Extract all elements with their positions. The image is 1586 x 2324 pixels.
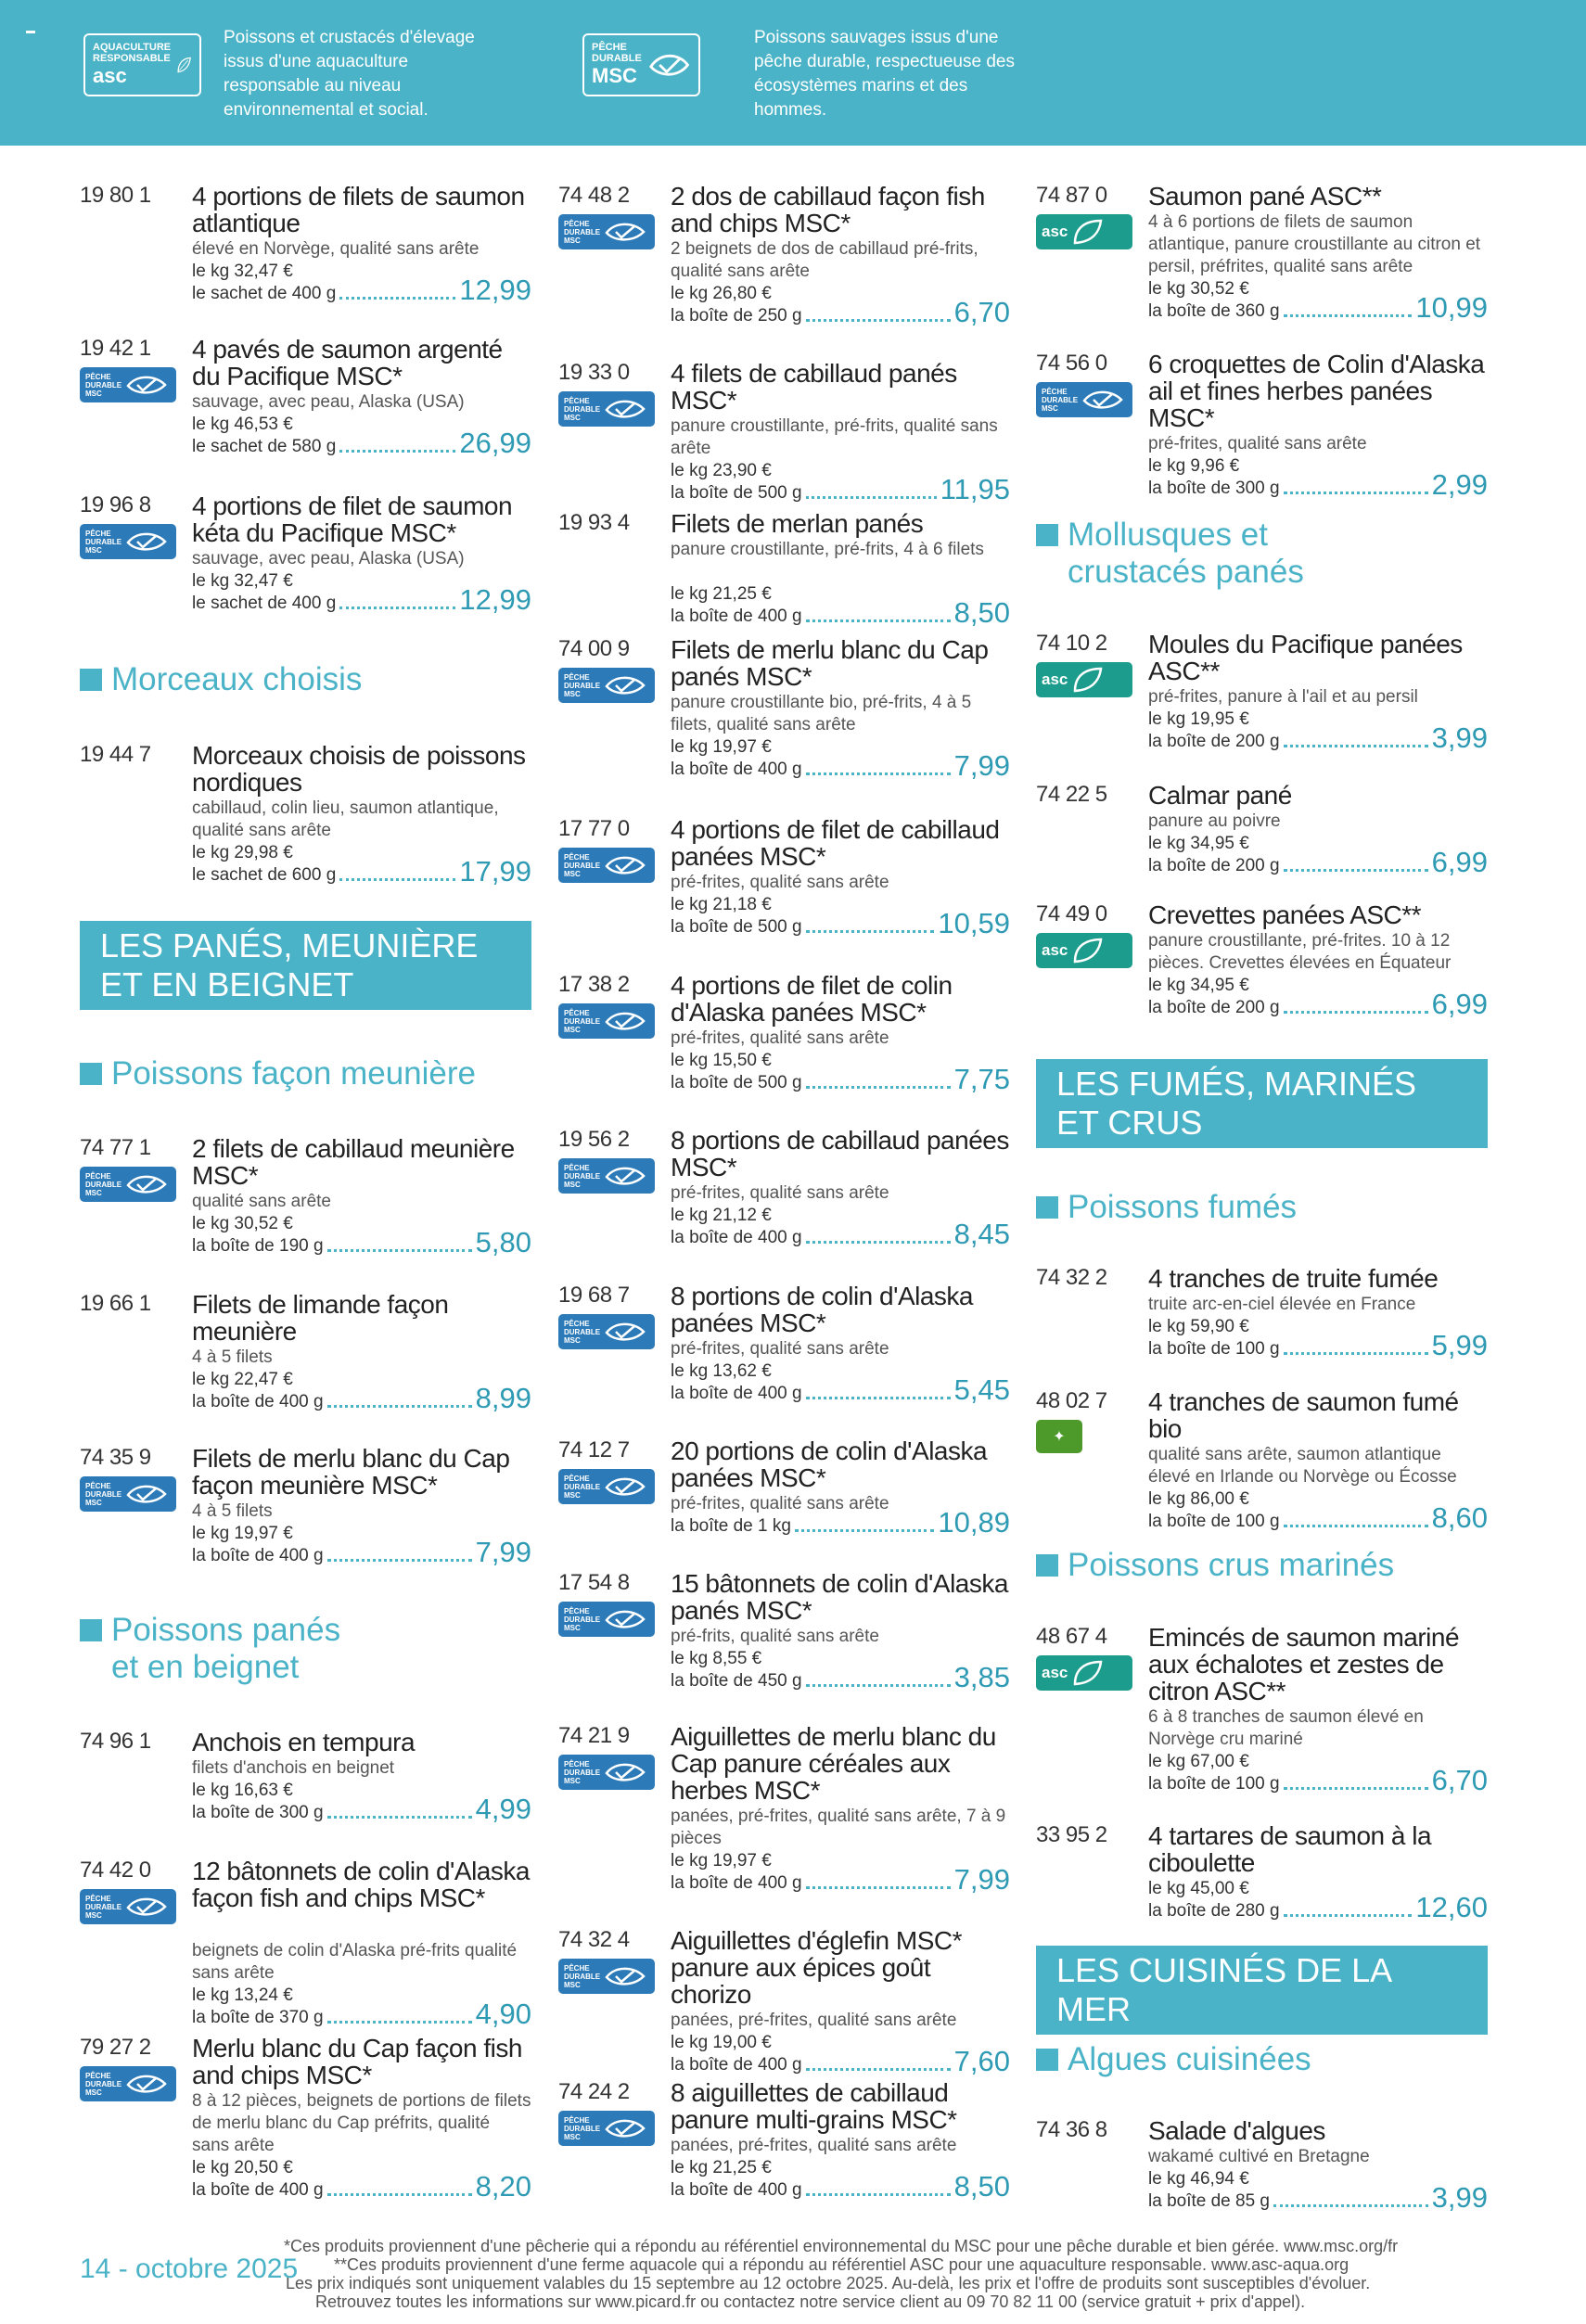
price-row	[192, 1791, 531, 1824]
asc-leaf-icon	[1071, 937, 1105, 964]
msc-badge: PÊCHE DURABLE MSC	[1036, 382, 1132, 417]
pack-size: la boîte de 400 g	[192, 1392, 324, 1411]
product-code: 74 49 0	[1036, 901, 1107, 926]
product-name: 8 portions de cabillaud panées MSC*	[671, 1126, 1009, 1181]
product-name: 2 filets de cabillaud meunière MSC*	[192, 1134, 515, 1190]
price-per-kg: le kg 32,47 €	[192, 262, 293, 281]
price-per-kg: le kg 19,95 €	[1148, 709, 1249, 729]
fish-tick-icon	[604, 397, 646, 421]
pack-size: la boîte de 100 g	[1148, 1512, 1280, 1531]
product-code: 17 54 8	[558, 1570, 630, 1595]
product-description: pré-frites, qualité sans arête	[671, 1494, 889, 1513]
product-description: pré-frites, qualité sans arête	[1148, 434, 1367, 453]
product-code: 19 93 4	[558, 510, 630, 535]
msc-badge: PÊCHE DURABLE MSC	[558, 668, 655, 703]
price-row	[671, 1216, 1010, 1249]
pack-size: la boîte de 100 g	[1148, 1774, 1280, 1794]
product-name: 4 filets de cabillaud panés MSC*	[671, 359, 957, 415]
price: 4,90	[475, 1998, 531, 2030]
pack-size: la boîte de 300 g	[192, 1803, 324, 1822]
price-per-kg: le kg 67,00 €	[1148, 1752, 1249, 1771]
price: 12,99	[459, 274, 531, 306]
section-subtitle: Morceaux choisis	[80, 661, 362, 698]
product-code: 19 66 1	[80, 1291, 151, 1316]
price-row	[671, 1861, 1010, 1895]
product-name: Saumon pané ASC**	[1148, 182, 1382, 211]
product-code: 19 33 0	[558, 360, 630, 385]
msc-badge: PÊCHE DURABLE MSC	[558, 1959, 655, 1994]
price: 8,45	[953, 1218, 1010, 1250]
price-per-kg: le kg 19,97 €	[671, 737, 772, 757]
product-name: 4 portions de filets de saumon atlantique	[192, 182, 525, 237]
price-row	[671, 1504, 1010, 1538]
section-subtitle: Mollusques et crustacés panés	[1036, 517, 1314, 591]
fish-tick-icon	[125, 1482, 168, 1506]
product-description: panées, pré-frites, qualité sans arête	[671, 2011, 957, 2030]
price-per-kg: le kg 20,50 €	[192, 2158, 293, 2177]
product-name: Aiguillettes d'églefin MSC* panure aux épices goût chorizo	[671, 1926, 963, 2009]
price-row	[1148, 720, 1488, 753]
price-per-kg: le kg 21,18 €	[671, 895, 772, 914]
product-name: 4 tartares de saumon à la ciboulette	[1148, 1821, 1432, 1877]
pack-size: la boîte de 280 g	[1148, 1901, 1280, 1921]
section-band: LES PANÉS, MEUNIÈRE ET EN BEIGNET	[80, 921, 531, 1010]
asc-badge: asc	[1036, 1655, 1132, 1691]
product-code: 74 32 4	[558, 1927, 630, 1952]
price: 10,59	[938, 907, 1010, 939]
product-name: 4 portions de filet de cabillaud panées MSC*	[671, 815, 1000, 871]
price: 7,99	[953, 1863, 1010, 1896]
product-description: 2 beignets de dos de cabillaud pré-frits, qualité sans arête	[671, 239, 978, 281]
page-header	[0, 0, 1586, 146]
price: 12,60	[1415, 1891, 1488, 1923]
price: 6,70	[953, 296, 1010, 328]
price: 10,99	[1415, 291, 1488, 324]
product-code: 74 12 7	[558, 1437, 630, 1462]
product-name: 4 portions de filet de saumon kéta du Pacifique MSC*	[192, 492, 513, 547]
product-code: 74 77 1	[80, 1135, 151, 1160]
msc-badge: PÊCHE DURABLE MSC	[558, 1602, 655, 1637]
product-name: Calmar pané	[1148, 781, 1292, 810]
price-per-kg: le kg 59,90 €	[1148, 1317, 1249, 1336]
product-name: Filets de merlu blanc du Cap façon meunière MSC*	[192, 1444, 510, 1500]
price-row	[192, 272, 531, 305]
price-per-kg: le kg 30,52 €	[192, 1214, 293, 1233]
product-description: pré-frites, qualité sans arête	[671, 873, 889, 892]
price-row	[192, 581, 531, 615]
product-name: 2 dos de cabillaud façon fish and chips MSC*	[671, 182, 985, 237]
fish-tick-icon	[1081, 388, 1124, 412]
price-row	[192, 425, 531, 458]
fish-tick-icon	[125, 1172, 168, 1196]
pack-size: la boîte de 200 g	[1148, 998, 1280, 1017]
pack-size: la boîte de 400 g	[671, 1873, 802, 1893]
price-row	[192, 1534, 531, 1567]
pack-size: la boîte de 400 g	[671, 1228, 802, 1247]
price-per-kg: le kg 34,95 €	[1148, 834, 1249, 853]
product-code: 74 48 2	[558, 183, 630, 208]
pack-size: la boîte de 85 g	[1148, 2191, 1270, 2211]
price-per-kg: le kg 86,00 €	[1148, 1489, 1249, 1509]
asc-badge: asc	[1036, 662, 1132, 697]
product-code: 19 96 8	[80, 492, 151, 517]
product-name: 8 aiguillettes de cabillaud panure multi-grains MSC*	[671, 2078, 957, 2134]
price-row	[1148, 466, 1488, 500]
pack-size: la boîte de 190 g	[192, 1236, 324, 1256]
product-description: sauvage, avec peau, Alaska (USA)	[192, 392, 465, 412]
product-description: 4 à 5 filets	[192, 1501, 273, 1521]
fish-tick-icon	[604, 1164, 646, 1188]
fish-tick-icon	[604, 1607, 646, 1631]
msc-badge: PÊCHE DURABLE MSC	[80, 2066, 176, 2101]
msc-badge: PÊCHE DURABLE MSC	[80, 1476, 176, 1512]
price-row	[671, 1372, 1010, 1405]
asc-logo: AQUACULTURE RESPONSABLE asc	[83, 33, 201, 96]
product-description: pré-frites, qualité sans arête	[671, 1183, 889, 1203]
price-row	[671, 294, 1010, 327]
pack-size: la boîte de 500 g	[671, 483, 802, 503]
price-per-kg: le kg 21,25 €	[671, 2158, 772, 2177]
product-description: élevé en Norvège, qualité sans arête	[192, 239, 480, 259]
flag-icon: ▬	[26, 26, 35, 36]
price: 8,60	[1431, 1501, 1488, 1534]
pack-size: la boîte de 450 g	[671, 1671, 802, 1691]
asc-description: Poissons et crustacés d'élevage issus d'une aquaculture responsable au niveau environnemental et social.	[224, 28, 475, 120]
footnote-asc: **Ces produits proviennent d'une ferme aquacole qui a répondu au référentiel ASC pour une aquaculture responsable. www.asc-aqua.org	[334, 2255, 1349, 2274]
product-description: qualité sans arête, saumon atlantique élevé en Irlande ou Norvège ou Écosse	[1148, 1445, 1457, 1487]
price-row	[1148, 1762, 1488, 1795]
product-code: 48 02 7	[1036, 1388, 1107, 1413]
product-description: 4 à 5 filets	[192, 1347, 273, 1367]
price-row	[1148, 844, 1488, 877]
pack-size: le sachet de 600 g	[192, 865, 337, 885]
price: 5,45	[953, 1373, 1010, 1406]
section-band: LES FUMÉS, MARINÉS ET CRUS	[1036, 1059, 1488, 1148]
price-per-kg: le kg 30,52 €	[1148, 279, 1249, 299]
product-name: 8 portions de colin d'Alaska panées MSC*	[671, 1282, 973, 1337]
msc-badge: PÊCHE DURABLE MSC	[558, 214, 655, 249]
price-per-kg: le kg 29,98 €	[192, 843, 293, 862]
asc-badge: asc	[1036, 214, 1132, 249]
pack-size: la boîte de 360 g	[1148, 301, 1280, 321]
product-name: Morceaux choisis de poissons nordiques	[192, 741, 526, 797]
price-per-kg: le kg 9,96 €	[1148, 456, 1240, 476]
price-row	[671, 2043, 1010, 2076]
product-code: 74 36 8	[1036, 2117, 1107, 2142]
product-code: 74 00 9	[558, 636, 630, 661]
product-description: panure croustillante, pré-frits, qualité sans arête	[671, 416, 998, 458]
price: 3,99	[1431, 721, 1488, 754]
eu-organic-badge: ✦	[1036, 1420, 1082, 1453]
price-per-kg: le kg 46,53 €	[192, 415, 293, 434]
product-code: 17 38 2	[558, 972, 630, 997]
price-per-kg: le kg 15,50 €	[671, 1051, 772, 1070]
product-code: 19 56 2	[558, 1127, 630, 1152]
price: 8,50	[953, 2170, 1010, 2203]
asc-leaf-icon	[176, 45, 192, 85]
price-row	[1148, 1889, 1488, 1922]
product-code: 74 22 5	[1036, 782, 1107, 807]
fish-tick-icon	[604, 673, 646, 697]
price: 17,99	[459, 855, 531, 887]
product-code: 19 68 7	[558, 1283, 630, 1308]
product-description: 8 à 12 pièces, beignets de portions de filets de merlu blanc du Cap préfrits, qualité sans arête	[192, 2091, 531, 2155]
price-row	[671, 2168, 1010, 2202]
product-description: pré-frites, qualité sans arête	[671, 1028, 889, 1048]
msc-description: Poissons sauvages issus d'une pêche durable, respectueuse des écosystèmes marins et des hommes.	[754, 28, 1015, 120]
section-subtitle: Poissons façon meunière	[80, 1055, 476, 1092]
pack-size: la boîte de 400 g	[671, 2055, 802, 2075]
price-per-kg: le kg 45,00 €	[1148, 1879, 1249, 1898]
product-name: Emincés de saumon mariné aux échalotes et zestes de citron ASC**	[1148, 1623, 1460, 1705]
fish-tick-icon	[125, 530, 168, 554]
product-code: 33 95 2	[1036, 1822, 1107, 1847]
price: 4,99	[475, 1793, 531, 1825]
msc-badge: PÊCHE DURABLE MSC	[558, 1003, 655, 1039]
price-per-kg: le kg 32,47 €	[192, 571, 293, 591]
price-per-kg: le kg 46,94 €	[1148, 2169, 1249, 2189]
price: 7,75	[953, 1063, 1010, 1095]
product-description: pré-frites, qualité sans arête	[671, 1339, 889, 1359]
product-name: 4 pavés de saumon argenté du Pacifique MSC*	[192, 335, 503, 390]
product-name: Anchois en tempura	[192, 1728, 416, 1756]
product-description: 4 à 6 portions de filets de saumon atlantique, panure croustillante au citron et persil, préfrites, qualité sans arête	[1148, 212, 1481, 276]
msc-badge: PÊCHE DURABLE MSC	[80, 524, 176, 559]
price-row	[192, 1224, 531, 1258]
pack-size: la boîte de 250 g	[671, 306, 802, 326]
fish-tick-icon	[604, 220, 646, 244]
product-description: wakamé cultivé en Bretagne	[1148, 2147, 1370, 2166]
product-description: panure croustillante bio, pré-frits, 4 à 5 filets, qualité sans arête	[671, 693, 972, 734]
section-subtitle: Poissons fumés	[1036, 1189, 1297, 1226]
msc-badge: PÊCHE DURABLE MSC	[558, 1314, 655, 1349]
msc-badge: PÊCHE DURABLE MSC	[558, 1755, 655, 1790]
pack-size: la boîte de 400 g	[671, 607, 802, 626]
pack-size: la boîte de 200 g	[1148, 732, 1280, 751]
price-row	[1148, 289, 1488, 323]
price-per-kg: le kg 21,12 €	[671, 1206, 772, 1225]
pack-size: la boîte de 400 g	[671, 2180, 802, 2200]
product-description: truite arc-en-ciel élevée en France	[1148, 1295, 1416, 1314]
pack-size: la boîte de 300 g	[1148, 479, 1280, 498]
price: 8,20	[475, 2170, 531, 2203]
pack-size: la boîte de 200 g	[1148, 856, 1280, 875]
price-per-kg: le kg 26,80 €	[671, 284, 772, 303]
product-code: 74 35 9	[80, 1445, 151, 1470]
msc-badge: PÊCHE DURABLE MSC	[558, 391, 655, 427]
product-code: 19 80 1	[80, 183, 151, 208]
product-code: 79 27 2	[80, 2035, 151, 2060]
price: 6,99	[1431, 988, 1488, 1020]
fish-tick-icon	[604, 1964, 646, 1988]
product-name: 12 bâtonnets de colin d'Alaska façon fish and chips MSC*	[192, 1857, 530, 1912]
asc-leaf-icon	[1071, 218, 1105, 246]
pack-size: le sachet de 580 g	[192, 437, 337, 456]
pack-size: la boîte de 1 kg	[671, 1516, 791, 1536]
product-description: filets d'anchois en beignet	[192, 1758, 395, 1778]
price: 10,89	[938, 1506, 1010, 1539]
price: 6,99	[1431, 846, 1488, 878]
product-name: Moules du Pacifique panées ASC**	[1148, 630, 1463, 685]
price: 3,85	[953, 1661, 1010, 1693]
pack-size: le sachet de 400 g	[192, 594, 337, 613]
product-description: pré-frites, panure à l'ail et au persil	[1148, 687, 1418, 707]
price: 8,50	[953, 596, 1010, 629]
product-description: panure croustillante, pré-frites. 10 à 12 pièces. Crevettes élevées en Équateur	[1148, 931, 1452, 973]
product-name: 6 croquettes de Colin d'Alaska ail et fines herbes panées MSC*	[1148, 350, 1485, 432]
asc-leaf-icon	[1071, 666, 1105, 694]
product-description: panure croustillante, pré-frits, 4 à 6 filets	[671, 540, 984, 559]
pack-size: la boîte de 400 g	[671, 760, 802, 779]
pack-size: le sachet de 400 g	[192, 284, 337, 303]
product-code: 74 96 1	[80, 1729, 151, 1754]
fish-tick-icon	[125, 2072, 168, 2096]
fish-tick-icon	[604, 1475, 646, 1499]
fish-tick-icon	[604, 853, 646, 877]
pack-size: la boîte de 400 g	[671, 1384, 802, 1403]
price: 11,95	[940, 473, 1010, 505]
price-row	[1148, 2179, 1488, 2213]
price-row	[671, 1659, 1010, 1692]
product-name: Crevettes panées ASC**	[1148, 900, 1422, 929]
product-code: 74 56 0	[1036, 351, 1107, 376]
price-row	[192, 1380, 531, 1413]
price: 5,80	[475, 1226, 531, 1258]
fish-tick-icon	[647, 45, 691, 85]
pack-size: la boîte de 400 g	[192, 1546, 324, 1565]
product-code: 19 44 7	[80, 742, 151, 767]
fish-tick-icon	[604, 1760, 646, 1784]
price-per-kg: le kg 21,25 €	[671, 584, 772, 604]
product-description: 6 à 8 tranches de saumon élevé en Norvège cru mariné	[1148, 1707, 1424, 1749]
product-code: 74 10 2	[1036, 631, 1107, 656]
price: 6,70	[1431, 1764, 1488, 1796]
msc-badge: PÊCHE DURABLE MSC	[80, 367, 176, 402]
product-name: Aiguillettes de merlu blanc du Cap panure céréales aux herbes MSC*	[671, 1722, 996, 1805]
product-name: Salade d'algues	[1148, 2116, 1325, 2145]
product-name: 15 bâtonnets de colin d'Alaska panés MSC*	[671, 1569, 1008, 1625]
product-description: panure au poivre	[1148, 811, 1281, 831]
section-subtitle: Poissons crus marinés	[1036, 1547, 1394, 1584]
price-row	[671, 594, 1010, 628]
product-code: 48 67 4	[1036, 1624, 1107, 1649]
product-name: 4 portions de filet de colin d'Alaska panées MSC*	[671, 971, 953, 1027]
pack-size: la boîte de 370 g	[192, 2008, 324, 2027]
pack-size: la boîte de 500 g	[671, 917, 802, 937]
product-description: beignets de colin d'Alaska pré-frits qualité sans arête	[192, 1941, 518, 1983]
price-row	[671, 747, 1010, 781]
product-code: 74 32 2	[1036, 1265, 1107, 1290]
product-code: 19 42 1	[80, 336, 151, 361]
price-row	[1148, 1327, 1488, 1360]
msc-badge: PÊCHE DURABLE MSC	[80, 1167, 176, 1202]
price: 5,99	[1431, 1329, 1488, 1361]
price-row	[671, 471, 1010, 504]
price-row	[192, 1996, 531, 2029]
section-subtitle: Poissons panés et en beignet	[80, 1612, 358, 1686]
asc-leaf-icon	[1071, 1659, 1105, 1687]
pack-size: la boîte de 400 g	[192, 2180, 324, 2200]
price-per-kg: le kg 19,97 €	[192, 1524, 293, 1543]
product-name: Filets de merlan panés	[671, 509, 924, 538]
product-name: 4 tranches de truite fumée	[1148, 1264, 1439, 1293]
footnote-prices: Les prix indiqués sont uniquement valables du 15 septembre au 12 octobre 2025. Au-delà, les prix et l'offre de produits sont susceptibles d'évoluer.	[286, 2274, 1371, 2292]
msc-badge: PÊCHE DURABLE MSC	[558, 1158, 655, 1194]
product-description: pré-frits, qualité sans arête	[671, 1627, 879, 1646]
product-name: Filets de limande façon meunière	[192, 1290, 449, 1346]
product-code: 74 21 9	[558, 1723, 630, 1748]
section-subtitle: Algues cuisinées	[1036, 2041, 1311, 2078]
product-code: 74 24 2	[558, 2079, 630, 2104]
price-per-kg: le kg 13,62 €	[671, 1361, 772, 1381]
footnote-msc: *Ces produits proviennent d'une pêcherie qui a répondu au référentiel environnemental du MSC pour une pêche durable et bien gérée. www.msc.org/fr	[284, 2237, 1399, 2255]
product-code: 17 77 0	[558, 816, 630, 841]
msc-logo: PÊCHE DURABLE MSC	[582, 33, 700, 96]
price: 7,60	[953, 2045, 1010, 2077]
pack-size: la boîte de 500 g	[671, 1073, 802, 1092]
price-per-kg: le kg 19,97 €	[671, 1851, 772, 1871]
msc-badge: PÊCHE DURABLE MSC	[558, 2111, 655, 2146]
fish-tick-icon	[125, 373, 168, 397]
product-code: 74 42 0	[80, 1858, 151, 1883]
msc-badge: PÊCHE DURABLE MSC	[558, 848, 655, 883]
msc-badge: PÊCHE DURABLE MSC	[558, 1469, 655, 1504]
price-per-kg: le kg 8,55 €	[671, 1649, 762, 1668]
price: 7,99	[953, 749, 1010, 782]
product-description: cabillaud, colin lieu, saumon atlantique, qualité sans arête	[192, 798, 499, 840]
fish-tick-icon	[604, 2116, 646, 2140]
price-per-kg: le kg 34,95 €	[1148, 976, 1249, 995]
page-number: 14 - octobre 2025	[80, 2254, 299, 2284]
product-name: Filets de merlu blanc du Cap panés MSC*	[671, 635, 989, 691]
price-row	[192, 853, 531, 887]
pack-size: la boîte de 100 g	[1148, 1339, 1280, 1359]
price: 3,99	[1431, 2181, 1488, 2214]
product-code: 74 87 0	[1036, 183, 1107, 208]
fish-tick-icon	[604, 1320, 646, 1344]
price-row	[1148, 1500, 1488, 1533]
price-per-kg: le kg 13,24 €	[192, 1986, 293, 2005]
msc-badge: PÊCHE DURABLE MSC	[80, 1889, 176, 1924]
fish-tick-icon	[125, 1895, 168, 1919]
product-description: panées, pré-frites, qualité sans arête	[671, 2136, 957, 2155]
section-band: LES CUISINÉS DE LA MER	[1036, 1946, 1488, 2035]
product-name: 20 portions de colin d'Alaska panées MSC*	[671, 1437, 988, 1492]
price: 8,99	[475, 1382, 531, 1414]
price-row	[192, 2168, 531, 2202]
fish-tick-icon	[604, 1009, 646, 1033]
price-per-kg: le kg 22,47 €	[192, 1370, 293, 1389]
product-description: qualité sans arête	[192, 1192, 331, 1211]
product-description: sauvage, avec peau, Alaska (USA)	[192, 549, 465, 568]
price-row	[671, 1061, 1010, 1094]
price-row	[671, 905, 1010, 939]
footnote-contact: Retrouvez toutes les informations sur www.picard.fr ou contactez notre service client au 09 70 82 11 00 (service gratuit + prix d'appel).	[315, 2292, 1306, 2311]
price-per-kg: le kg 16,63 €	[192, 1781, 293, 1800]
product-description: panées, pré-frites, qualité sans arête, 7 à 9 pièces	[671, 1807, 1006, 1848]
price: 12,99	[459, 583, 531, 616]
price: 26,99	[459, 427, 531, 459]
price-row	[1148, 986, 1488, 1019]
price-per-kg: le kg 23,90 €	[671, 461, 772, 480]
price: 7,99	[475, 1536, 531, 1568]
price-per-kg: le kg 19,00 €	[671, 2033, 772, 2052]
price: 2,99	[1431, 468, 1488, 501]
asc-badge: asc	[1036, 933, 1132, 968]
product-name: 4 tranches de saumon fumé bio	[1148, 1387, 1459, 1443]
product-name: Merlu blanc du Cap façon fish and chips MSC*	[192, 2034, 522, 2089]
